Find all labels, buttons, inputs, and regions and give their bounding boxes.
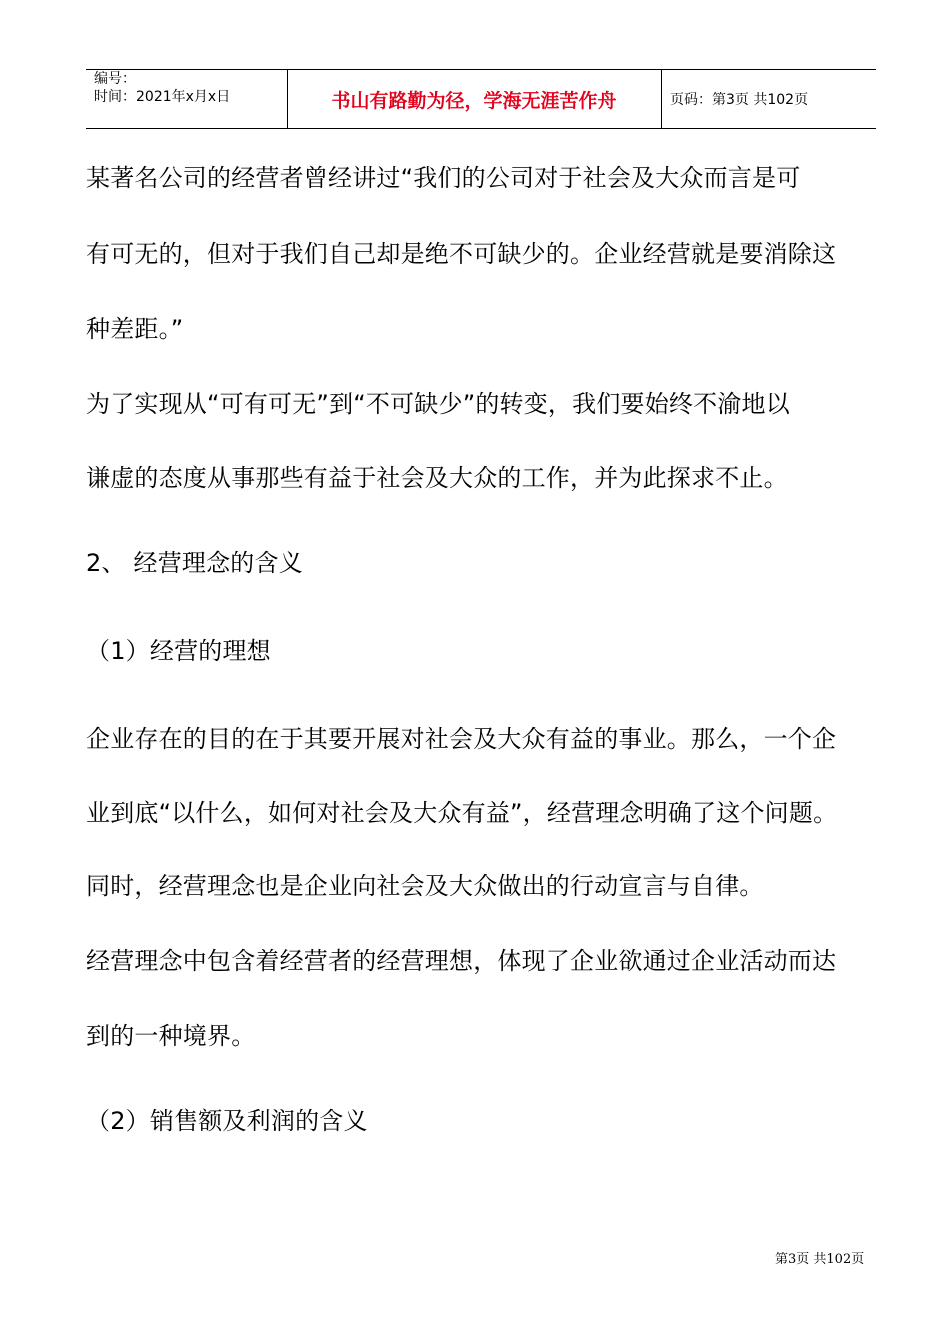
paragraph-line: 同时，经营理念也是企业向社会及大众做出的行动宣言与自律。: [86, 872, 764, 900]
document-header: [86, 69, 876, 129]
header-meta: [94, 70, 284, 106]
subsection-heading: （1）经营的理想: [86, 637, 271, 665]
time-label: 时间：2021年x月x日: [94, 89, 231, 105]
header-page-info: 页码：第3页 共102页: [670, 92, 809, 108]
number-label: 编号：: [94, 71, 136, 87]
paragraph-line: 谦虚的态度从事那些有益于社会及大众的工作，并为此探求不止。: [86, 464, 788, 492]
paragraph-line: 某著名公司的经营者曾经讲过“我们的公司对于社会及大众而言是可: [86, 164, 801, 192]
paragraph-line: 种差距。”: [86, 315, 184, 343]
paragraph-line: 到的一种境界。: [86, 1022, 256, 1050]
header-divider-right: [661, 70, 662, 128]
subsection-heading: （2）销售额及利润的含义: [86, 1107, 368, 1135]
paragraph-line: 业到底“以什么，如何对社会及大众有益”，经营理念明确了这个问题。: [86, 799, 838, 827]
header-motto: 书山有路勤为径，学海无涯苦作舟: [331, 89, 617, 112]
paragraph-line: 为了实现从“可有可无”到“不可缺少”的转变，我们要始终不渝地以: [86, 390, 790, 418]
paragraph-line: 有可无的，但对于我们自己却是绝不可缺少的。企业经营就是要消除这: [86, 240, 837, 268]
section-heading: 2、 经营理念的含义: [86, 549, 303, 577]
paragraph-line: 企业存在的目的在于其要开展对社会及大众有益的事业。那么，一个企: [86, 725, 837, 753]
paragraph-line: 经营理念中包含着经营者的经营理想，体现了企业欲通过企业活动而达: [86, 947, 837, 975]
page-footer: 第3页 共102页: [775, 1252, 865, 1267]
